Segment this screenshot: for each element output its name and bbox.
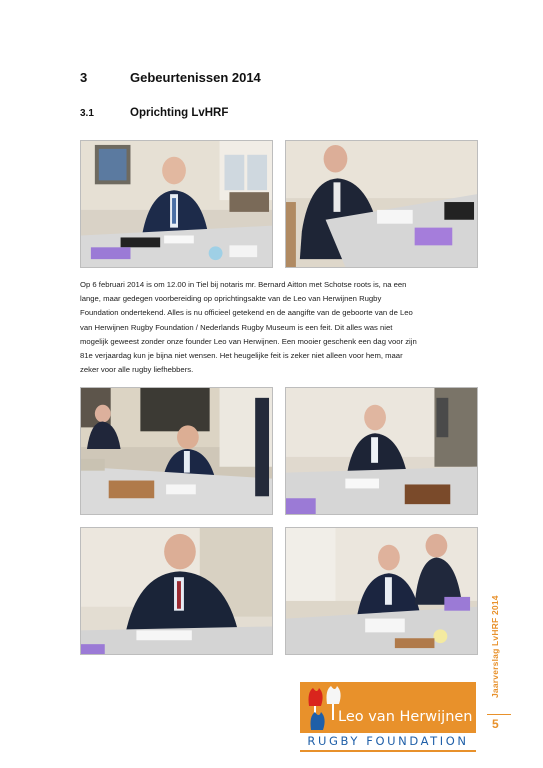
body-paragraph bbox=[80, 278, 482, 377]
body-line: 81e verjaardag kun je bijna niet wensen. Het heugelijke feit is zeker niet alleen voor hem, maar bbox=[80, 351, 403, 361]
subsection-heading bbox=[80, 107, 228, 119]
logo-tagline: RUGBY FOUNDATION bbox=[300, 733, 476, 752]
subsection-title: Oprichting LvHRF bbox=[130, 107, 229, 119]
body-line: zeker voor alle rugby liefhebbers. bbox=[80, 365, 194, 375]
logo-banner bbox=[300, 682, 476, 733]
section-title: Gebeurtenissen 2014 bbox=[130, 70, 261, 85]
subsection-number: 3.1 bbox=[80, 108, 94, 119]
section-heading bbox=[80, 70, 261, 85]
page-number: 5 bbox=[492, 717, 499, 731]
sidebar-divider bbox=[487, 714, 511, 715]
body-line: Foundation ondertekend. Alles is nu officieel getekend en de aangifte van de geboorte van de Leo bbox=[80, 308, 413, 318]
body-line: Op 6 februari 2014 is om 12.00 in Tiel bij notaris mr. Bernard Aitton met Schotse roots is, na een bbox=[80, 280, 407, 289]
photo-signing-1 bbox=[80, 140, 273, 268]
photo-signing-2 bbox=[285, 140, 478, 268]
body-line: van Herwijnen Rugby Foundation / Nederlands Rugby Museum is een feit. Dit alles was niet bbox=[80, 322, 393, 332]
body-line: mogelijk geweest zonder onze founder Leo van Herwijnen. Een mooier geschenk een dag voor zijn bbox=[80, 336, 417, 346]
foundation-logo bbox=[300, 682, 476, 752]
body-line: lange, maar gedegen voorbereiding op oprichtingsakte van de Leo van Herwijnen Rugby bbox=[80, 294, 382, 304]
logo-name: Leo van Herwijnen bbox=[338, 709, 473, 725]
photo-signing-3 bbox=[80, 387, 273, 515]
section-number: 3 bbox=[80, 70, 88, 85]
photo-signing-6 bbox=[285, 527, 478, 655]
photo-signing-5 bbox=[80, 527, 273, 655]
report-label: Jaarverslag LvHRF 2014 bbox=[490, 595, 500, 698]
photo-signing-4 bbox=[285, 387, 478, 515]
